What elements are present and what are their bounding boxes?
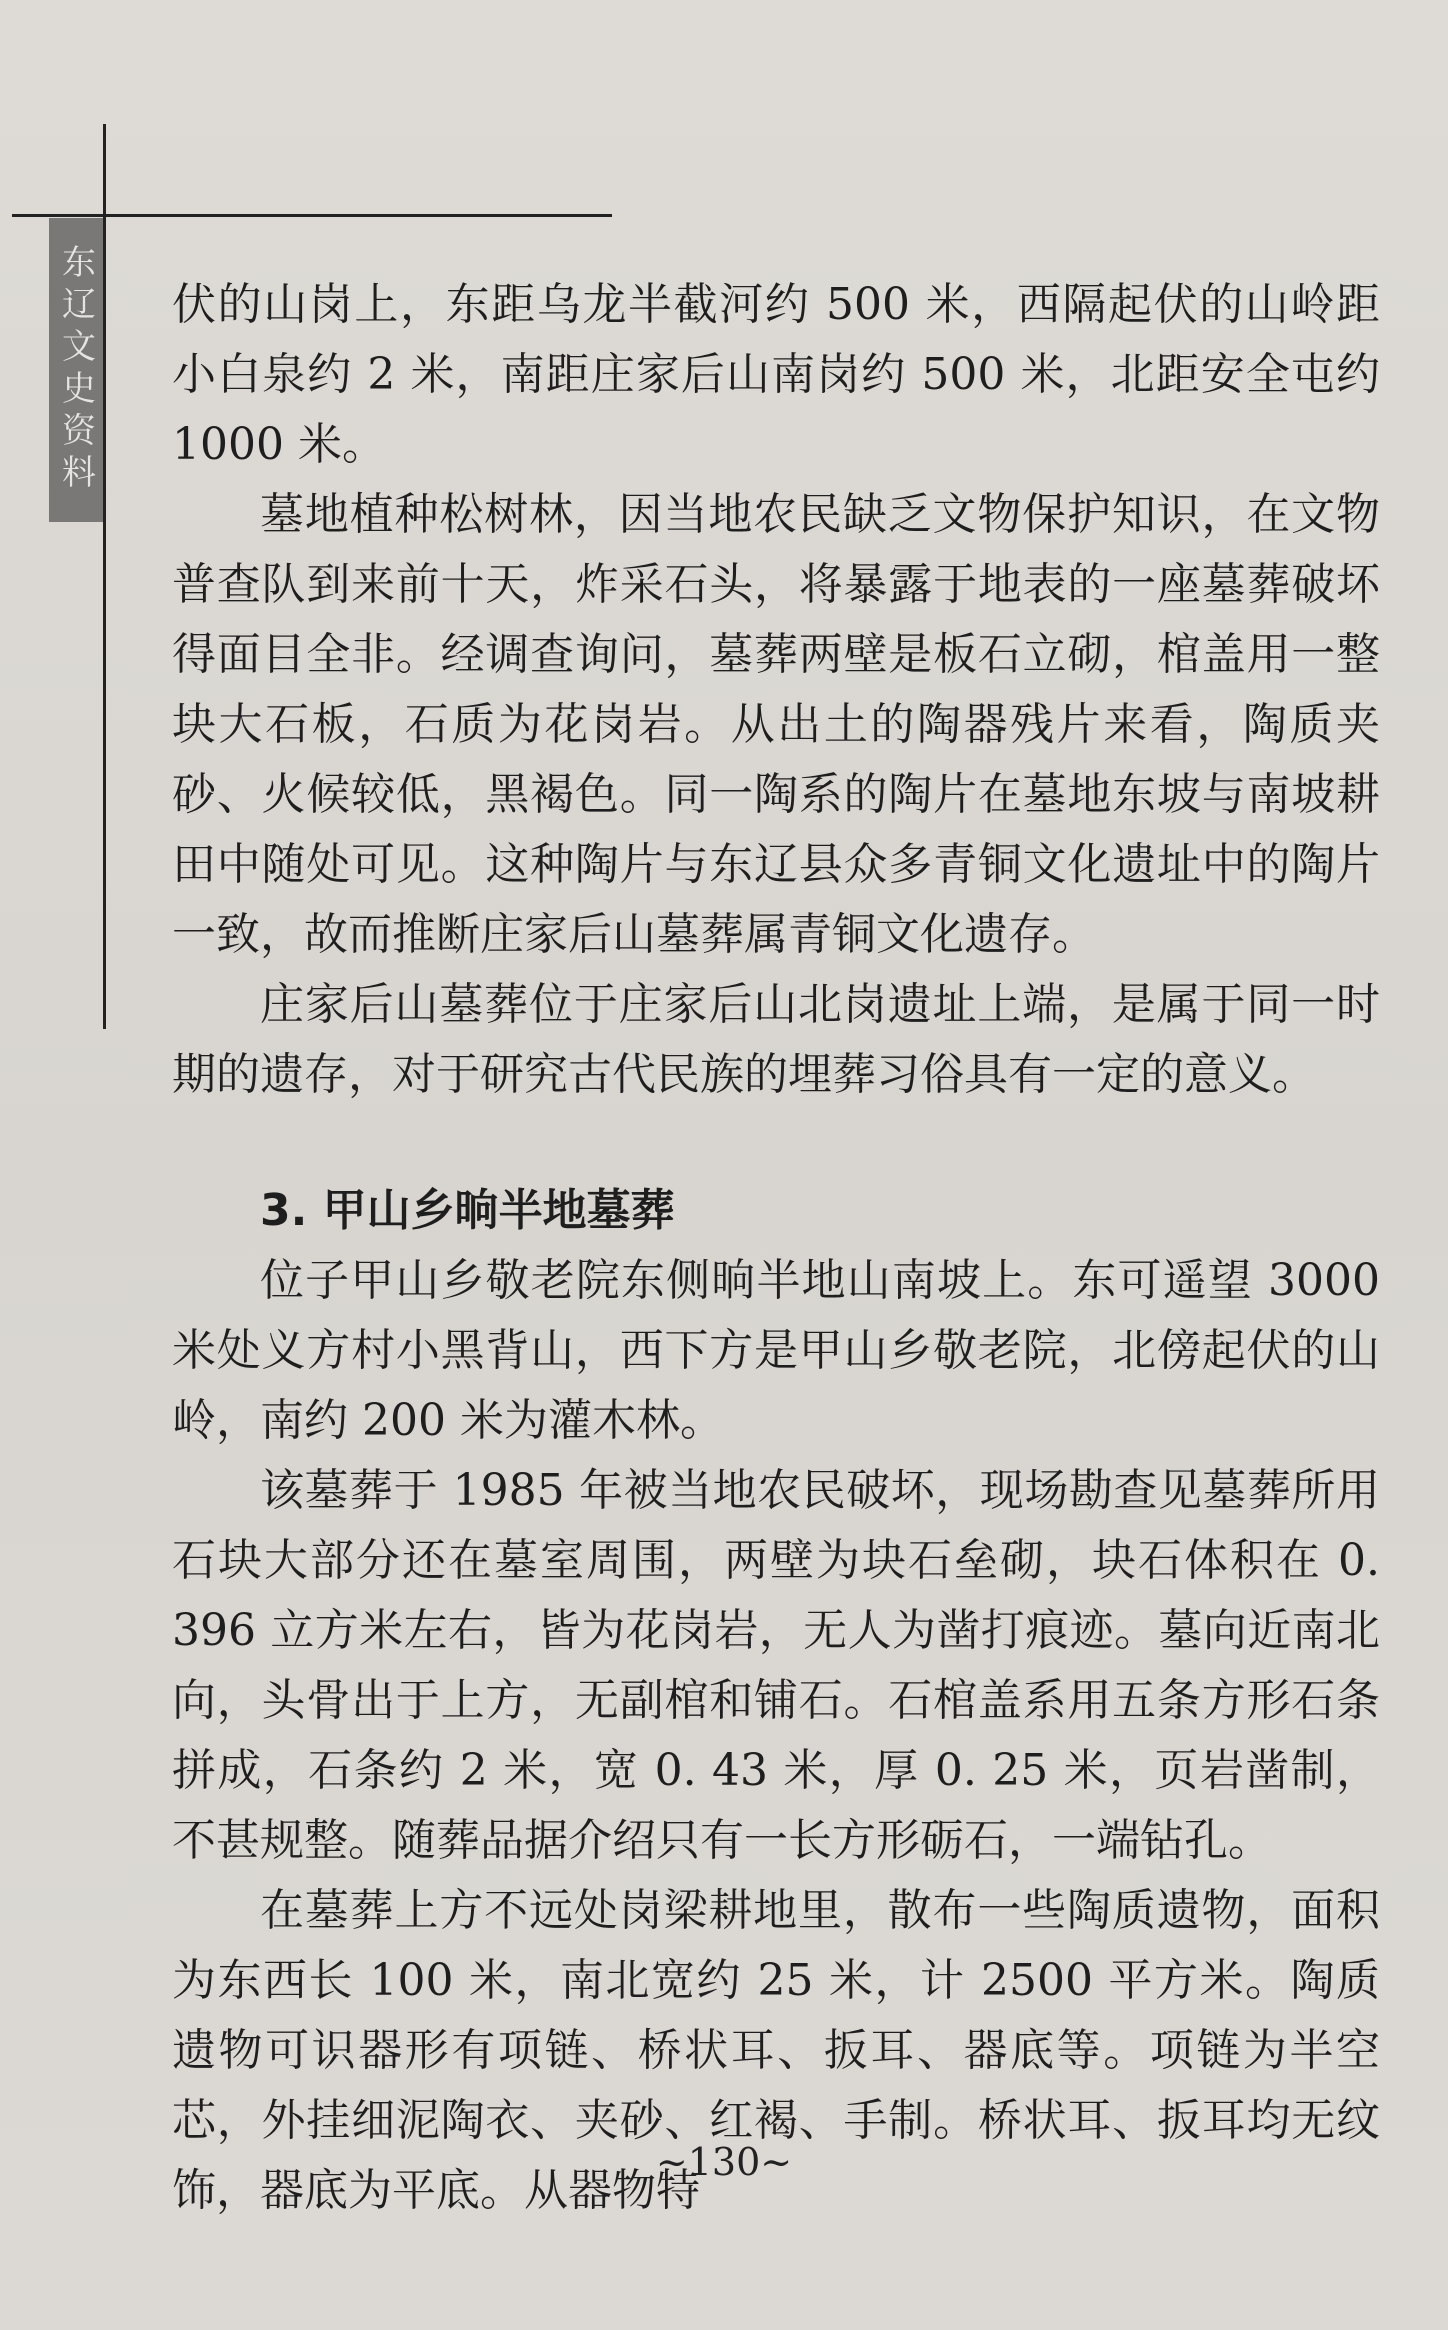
running-title: 东辽文史资料 [55, 244, 96, 496]
paragraph-top-3: 庄家后山墓葬位于庄家后山北岗遗址上端，是属于同一时期的遗存，对于研究古代民族的埋葬习俗具有一定的意义。 [172, 979, 1380, 1100]
page-number: ~130~ [655, 2140, 793, 2184]
paragraph-top-2: 墓地植种松树林，因当地农民缺乏文物保护知识，在文物普查队到来前十天，炸采石头，将暴露于地表的一座墓葬破坏得面目全非。经调查询问，墓葬两壁是板石立砌，棺盖用一整块大石板，石质为花岗岩。从出土的陶器残片来看，陶质夹砂、火候较低，黑褐色。同一陶系的陶片在墓地东坡与南坡耕田中随处可见。这种陶片与东辽县众多青铜文化遗址中的陶片一致，故而推断庄家后山墓葬属青铜文化遗存。 [172, 489, 1380, 960]
paragraph-top-1: 伏的山岗上，东距乌龙半截河约 500 米，西隔起伏的山岭距小白泉约 2 米，南距庄家后山南岗约 500 米，北距安全屯约 1000 米。 [172, 279, 1380, 470]
paragraph-bottom-2: 该墓葬于 1985 年被当地农民破坏，现场勘查见墓葬所用石块大部分还在墓室周围，两壁为块石垒砌，块石体积在 0. 396 立方米左右，皆为花岗岩，无人为凿打痕迹。墓向近南北向，头骨出于上方，无副棺和铺石。石棺盖系用五条方形石条拼成，石条约 2 米，宽 0. 43 米，厚 0. 25 米，页岩凿制，不甚规整。随葬品据介绍只有一长方形砺石，一端钻孔。 [172, 1465, 1380, 1866]
margin-vertical-rule [103, 124, 106, 1029]
paragraph-bottom-3: 在墓葬上方不远处岗梁耕地里，散布一些陶质遗物，面积为东西长 100 米，南北宽约 25 米，计 2500 平方米。陶质遗物可识器形有项链、桥状耳、扳耳、器底等。项链为半空芯，外挂细泥陶衣、夹砂、红褐、手制。桥状耳、扳耳均无纹饰，器底为平底。从器物特 [172, 1885, 1380, 2216]
header-horizontal-rule [12, 214, 612, 217]
body-text [172, 270, 1380, 2226]
running-title-tab [49, 218, 103, 522]
section-heading: 3. 甲山乡晌半地墓葬 [260, 1185, 675, 1236]
paragraph-bottom-1: 位子甲山乡敬老院东侧晌半地山南坡上。东可遥望 3000 米处义方村小黑背山，西下方是甲山乡敬老院，北傍起伏的山岭，南约 200 米为灌木林。 [172, 1255, 1380, 1446]
